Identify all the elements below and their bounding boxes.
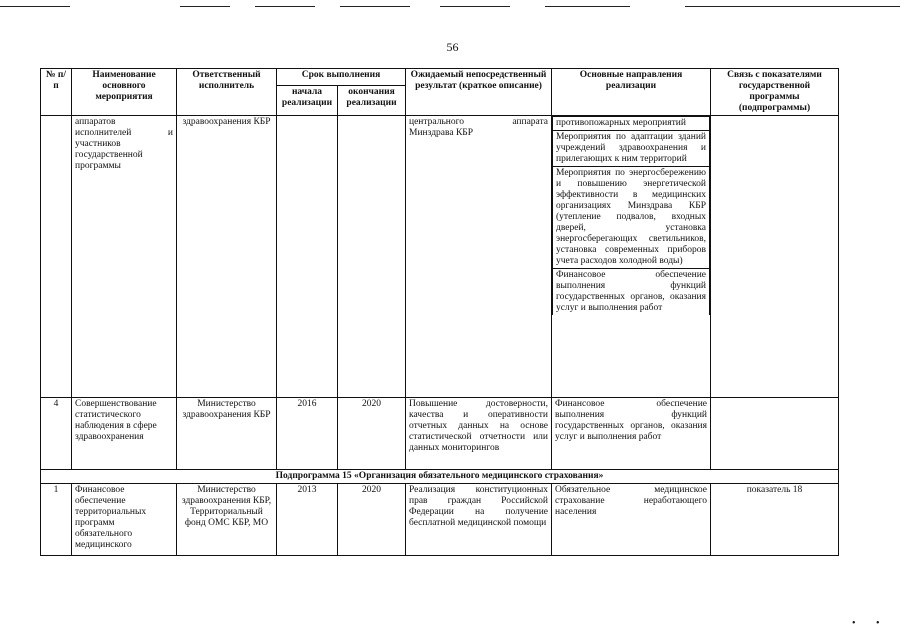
- cell-responsible: здравоохранения КБР: [177, 116, 277, 398]
- cell-link: показатель 18: [711, 484, 839, 556]
- cell-end: 2020: [338, 484, 406, 556]
- scan-speck: •: [876, 618, 880, 629]
- table-row: [41, 398, 839, 470]
- cell-end: 2020: [338, 398, 406, 470]
- header-row: [41, 69, 839, 86]
- measures-table: [40, 68, 839, 556]
- cell-link: [711, 398, 839, 470]
- table-row: [41, 484, 839, 556]
- direction-item: противопожарных мероприятий: [553, 117, 710, 131]
- subprogram-title: Подпрограмма 15 «Организация обязательного медицинского страхования»: [41, 470, 839, 484]
- cell-name: аппаратов исполнителей и участников государственной программы: [72, 116, 177, 398]
- col-header-name: Наименование основного мероприятия: [72, 69, 177, 116]
- scan-top-rule: [255, 6, 315, 7]
- scan-top-rule: [180, 6, 230, 7]
- cell-start: [277, 116, 338, 398]
- scan-speck: •: [852, 618, 856, 629]
- cell-start: 2016: [277, 398, 338, 470]
- scan-top-rule: [0, 6, 70, 7]
- scan-top-rule: [685, 6, 900, 7]
- scan-top-rule: [545, 6, 630, 7]
- cell-directions: [552, 116, 711, 398]
- cell-responsible: Министерство здравоохранения КБР, Территориальный фонд ОМС КБР, МО: [177, 484, 277, 556]
- cell-directions: Обязательное медицинское страхование неработающего населения: [552, 484, 711, 556]
- col-header-num: № п/п: [41, 69, 72, 116]
- cell-name: Совершенствование статистического наблюдения в сфере здравоохранения: [72, 398, 177, 470]
- cell-num: 1: [41, 484, 72, 556]
- cell-name: Финансовое обеспечение территориальных программ обязательного медицинского: [72, 484, 177, 556]
- cell-end: [338, 116, 406, 398]
- col-header-term: Срок выполнения: [277, 69, 406, 86]
- subprogram-header-row: [41, 470, 839, 484]
- col-header-directions: Основные направления реализации: [552, 69, 711, 116]
- direction-item: Финансовое обеспечение выполнения функций государственных органов, оказания услуг и выполнения работ: [553, 269, 710, 316]
- table-row: [41, 116, 839, 398]
- cell-num: 4: [41, 398, 72, 470]
- col-header-start: начала реализации: [277, 85, 338, 115]
- cell-result: центрального аппарата Минздрава КБР: [406, 116, 552, 398]
- col-header-link: Связь с показателями государственной программы (подпрограммы): [711, 69, 839, 116]
- cell-result: Повышение достоверности, качества и оперативности отчетных данных на основе статистической отчетности или данных мониторингов: [406, 398, 552, 470]
- direction-item: Мероприятия по энергосбережению и повышению энергетической эффективности в медицинских организациях Минздрава КБР (утепление подвалов, входных дверей, установка энергосберегающих светильников, установка современных приборов учета расходов холодной воды): [553, 167, 710, 269]
- cell-start: 2013: [277, 484, 338, 556]
- cell-link: [711, 116, 839, 398]
- direction-item: Мероприятия по адаптации зданий учреждений здравоохранения и прилегающих к ним территорий: [553, 131, 710, 167]
- col-header-result: Ожидаемый непосредственный результат (краткое описание): [406, 69, 552, 116]
- page-number: 56: [446, 40, 459, 54]
- cell-directions: Финансовое обеспечение выполнения функций государственных органов, оказания услуг и выполнения работ: [552, 398, 711, 470]
- col-header-responsible: Ответственный исполнитель: [177, 69, 277, 116]
- cell-num: [41, 116, 72, 398]
- cell-result: Реализация конституционных прав граждан Российской Федерации на получение бесплатной медицинской помощи: [406, 484, 552, 556]
- col-header-end: окончания реализации: [338, 85, 406, 115]
- scan-top-rule: [340, 6, 410, 7]
- directions-list: [552, 116, 710, 315]
- scan-top-rule: [440, 6, 510, 7]
- cell-responsible: Министерство здравоохранения КБР: [177, 398, 277, 470]
